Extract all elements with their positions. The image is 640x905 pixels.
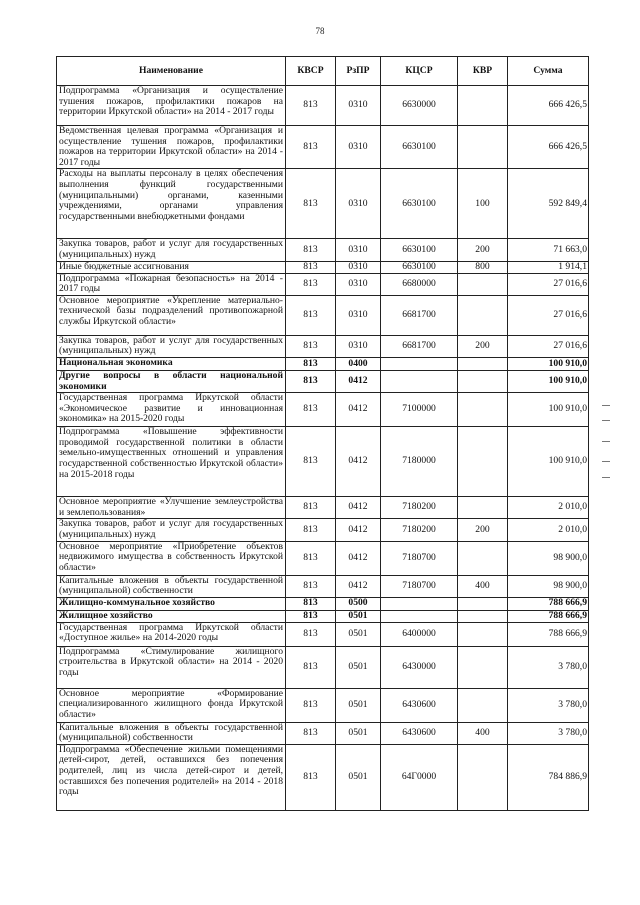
row-rzpr: 0310 xyxy=(336,239,381,261)
row-kcsr: 6630100 xyxy=(381,239,458,261)
row-sum: 3 780,0 xyxy=(508,646,589,688)
row-kvsr: 813 xyxy=(286,622,336,646)
row-kvsr: 813 xyxy=(286,722,336,744)
row-kvsr: 813 xyxy=(286,357,336,370)
row-rzpr: 0501 xyxy=(336,722,381,744)
table-header-row xyxy=(57,57,589,86)
row-kcsr xyxy=(381,370,458,392)
header-kvr: КВР xyxy=(458,57,508,86)
row-rzpr: 0412 xyxy=(336,519,381,541)
table-row xyxy=(57,357,589,370)
margin-mark xyxy=(602,477,610,479)
row-kvsr: 813 xyxy=(286,497,336,519)
header-name: Наименование xyxy=(57,57,286,86)
table-body xyxy=(57,86,589,811)
row-kcsr: 7180200 xyxy=(381,519,458,541)
row-sum: 27 016,6 xyxy=(508,295,589,335)
row-name: Ведомственная целевая программа «Организация и осуществление тушения пожаров, профилактики пожаров на территории Иркутской области» на 2014 - 2017 годы xyxy=(57,126,286,169)
header-sum: Сумма xyxy=(508,57,589,86)
row-rzpr: 0501 xyxy=(336,688,381,722)
row-kvr xyxy=(458,744,508,810)
row-name: Подпрограмма «Обеспечение жильми помещениями детей-сирот, детей, оставшихся без попечения родителей, лиц из числа детей-сирот и детей, оставшихся без попечения родителей» на 2014 - 2018 годы xyxy=(57,744,286,810)
table-row xyxy=(57,427,589,497)
row-kcsr: 7100000 xyxy=(381,393,458,427)
row-rzpr: 0501 xyxy=(336,646,381,688)
row-sum: 27 016,6 xyxy=(508,335,589,357)
row-name: Государственная программа Иркутской области «Экономическое развитие и инновационная экономика» на 2015-2020 годы xyxy=(57,393,286,427)
row-kvsr: 813 xyxy=(286,86,336,126)
row-kcsr: 6430600 xyxy=(381,688,458,722)
row-kcsr xyxy=(381,610,458,622)
row-kvsr: 813 xyxy=(286,519,336,541)
table-row xyxy=(57,622,589,646)
table-row xyxy=(57,597,589,610)
margin-mark xyxy=(602,420,610,422)
budget-table xyxy=(56,56,589,811)
row-sum: 788 666,9 xyxy=(508,610,589,622)
table-row xyxy=(57,541,589,575)
row-rzpr: 0310 xyxy=(336,295,381,335)
row-kvsr: 813 xyxy=(286,744,336,810)
row-name: Основное мероприятие «Формирование специализированного жилищного фонда Иркутской области» xyxy=(57,688,286,722)
row-name: Основное мероприятие «Улучшение землеустройства и землепользования» xyxy=(57,497,286,519)
row-kcsr: 7180700 xyxy=(381,575,458,597)
row-rzpr: 0310 xyxy=(336,335,381,357)
row-kcsr xyxy=(381,357,458,370)
row-kvsr: 813 xyxy=(286,646,336,688)
row-sum: 2 010,0 xyxy=(508,497,589,519)
row-sum: 27 016,6 xyxy=(508,273,589,295)
row-kvsr: 813 xyxy=(286,273,336,295)
row-rzpr: 0310 xyxy=(336,86,381,126)
row-sum: 100 910,0 xyxy=(508,370,589,392)
row-sum: 788 666,9 xyxy=(508,597,589,610)
row-kvr: 400 xyxy=(458,575,508,597)
table-row xyxy=(57,169,589,239)
row-kcsr: 6681700 xyxy=(381,295,458,335)
row-kvr xyxy=(458,610,508,622)
row-sum: 1 914,1 xyxy=(508,261,589,273)
row-kvr xyxy=(458,688,508,722)
row-kvr: 400 xyxy=(458,722,508,744)
row-name: Расходы на выплаты персоналу в целях обеспечения выполнения функций государственными (муниципальными) органами, казенными учреждениями, органами управления государственными внебюджетными фондами xyxy=(57,169,286,239)
row-kvsr: 813 xyxy=(286,427,336,497)
row-kvr: 200 xyxy=(458,519,508,541)
row-sum: 71 663,0 xyxy=(508,239,589,261)
table-row xyxy=(57,86,589,126)
row-kvsr: 813 xyxy=(286,261,336,273)
row-name: Закупка товаров, работ и услуг для государственных (муниципальных) нужд xyxy=(57,239,286,261)
header-kcsr: КЦСР xyxy=(381,57,458,86)
row-rzpr: 0310 xyxy=(336,126,381,169)
header-kvsr: КВСР xyxy=(286,57,336,86)
row-kvr xyxy=(458,86,508,126)
row-rzpr: 0412 xyxy=(336,393,381,427)
row-name: Другие вопросы в области национальной экономики xyxy=(57,370,286,392)
table-row xyxy=(57,370,589,392)
table-row xyxy=(57,744,589,810)
row-name: Государственная программа Иркутской области «Доступное жилье» на 2014-2020 годы xyxy=(57,622,286,646)
row-kvsr: 813 xyxy=(286,541,336,575)
row-rzpr: 0310 xyxy=(336,261,381,273)
row-name: Подпрограмма «Пожарная безопасность» на 2014 - 2017 годы xyxy=(57,273,286,295)
row-rzpr: 0310 xyxy=(336,169,381,239)
row-sum: 666 426,5 xyxy=(508,86,589,126)
table-row xyxy=(57,497,589,519)
row-rzpr: 0412 xyxy=(336,427,381,497)
row-name: Основное мероприятие «Укрепление материально-технической базы подразделений противопожарной службы Иркутской области» xyxy=(57,295,286,335)
table-row xyxy=(57,646,589,688)
row-name: Жилищное хозяйство xyxy=(57,610,286,622)
row-kvsr: 813 xyxy=(286,610,336,622)
row-name: Капитальные вложения в объекты государственной (муниципальной) собственности xyxy=(57,575,286,597)
row-kvsr: 813 xyxy=(286,393,336,427)
row-kvsr: 813 xyxy=(286,688,336,722)
row-name: Капитальные вложения в объекты государственной (муниципальной) собственности xyxy=(57,722,286,744)
row-rzpr: 0412 xyxy=(336,575,381,597)
row-sum: 3 780,0 xyxy=(508,688,589,722)
row-kvsr: 813 xyxy=(286,126,336,169)
row-name: Жилищно-коммунальное хозяйство xyxy=(57,597,286,610)
row-sum: 592 849,4 xyxy=(508,169,589,239)
header-rzpr: РзПР xyxy=(336,57,381,86)
row-kcsr: 7180000 xyxy=(381,427,458,497)
row-kcsr xyxy=(381,597,458,610)
row-name: Основное мероприятие «Приобретение объектов недвижимого имущества в собственность Иркутской области» xyxy=(57,541,286,575)
row-kcsr: 6680000 xyxy=(381,273,458,295)
row-kvr xyxy=(458,126,508,169)
row-rzpr: 0500 xyxy=(336,597,381,610)
row-kvsr: 813 xyxy=(286,575,336,597)
row-rzpr: 0412 xyxy=(336,370,381,392)
row-kcsr: 7180700 xyxy=(381,541,458,575)
margin-mark xyxy=(602,461,610,463)
row-sum: 3 780,0 xyxy=(508,722,589,744)
row-kvr xyxy=(458,357,508,370)
row-sum: 100 910,0 xyxy=(508,357,589,370)
row-kvr xyxy=(458,295,508,335)
row-name: Подпрограмма «Повышение эффективности проводимой государственной политики в области земельно-имущественных отношений и управления государственной собственностью Иркутской области» на 2015-2018 годы xyxy=(57,427,286,497)
row-kcsr: 6630100 xyxy=(381,261,458,273)
row-kcsr: 7180200 xyxy=(381,497,458,519)
row-rzpr: 0412 xyxy=(336,497,381,519)
row-sum: 2 010,0 xyxy=(508,519,589,541)
row-kvsr: 813 xyxy=(286,335,336,357)
row-kvr: 200 xyxy=(458,239,508,261)
row-kvr xyxy=(458,622,508,646)
row-kvr: 800 xyxy=(458,261,508,273)
row-sum: 98 900,0 xyxy=(508,541,589,575)
row-kcsr: 64Г0000 xyxy=(381,744,458,810)
row-kvr xyxy=(458,427,508,497)
table-row xyxy=(57,335,589,357)
row-sum: 788 666,9 xyxy=(508,622,589,646)
row-name: Подпрограмма «Стимулирование жилищного строительства в Иркутской области» на 2014 - 2020 годы xyxy=(57,646,286,688)
margin-mark xyxy=(602,441,610,443)
row-name: Закупка товаров, работ и услуг для государственных (муниципальных) нужд xyxy=(57,335,286,357)
row-kcsr: 6630100 xyxy=(381,169,458,239)
row-sum: 100 910,0 xyxy=(508,393,589,427)
table-row xyxy=(57,610,589,622)
row-kcsr: 6630000 xyxy=(381,86,458,126)
row-sum: 784 886,9 xyxy=(508,744,589,810)
row-kcsr: 6400000 xyxy=(381,622,458,646)
table-row xyxy=(57,722,589,744)
row-rzpr: 0501 xyxy=(336,744,381,810)
row-kvsr: 813 xyxy=(286,239,336,261)
row-rzpr: 0501 xyxy=(336,622,381,646)
row-kvsr: 813 xyxy=(286,295,336,335)
row-kcsr: 6430000 xyxy=(381,646,458,688)
row-rzpr: 0310 xyxy=(336,273,381,295)
row-kvr xyxy=(458,597,508,610)
table-row xyxy=(57,688,589,722)
row-kvr xyxy=(458,273,508,295)
row-kvr: 200 xyxy=(458,335,508,357)
table-row xyxy=(57,273,589,295)
table-row xyxy=(57,575,589,597)
row-name: Национальная экономика xyxy=(57,357,286,370)
table-row xyxy=(57,393,589,427)
row-sum: 98 900,0 xyxy=(508,575,589,597)
table-row xyxy=(57,519,589,541)
row-kvr xyxy=(458,370,508,392)
row-kvsr: 813 xyxy=(286,169,336,239)
row-kvr xyxy=(458,497,508,519)
row-kcsr: 6681700 xyxy=(381,335,458,357)
row-kvr: 100 xyxy=(458,169,508,239)
row-kvsr: 813 xyxy=(286,597,336,610)
row-name: Иные бюджетные ассигнования xyxy=(57,261,286,273)
table-row xyxy=(57,126,589,169)
row-sum: 100 910,0 xyxy=(508,427,589,497)
row-kvr xyxy=(458,646,508,688)
table-row xyxy=(57,261,589,273)
row-name: Закупка товаров, работ и услуг для государственных (муниципальных) нужд xyxy=(57,519,286,541)
row-rzpr: 0412 xyxy=(336,541,381,575)
row-name: Подпрограмма «Организация и осуществление тушения пожаров, профилактики пожаров на территории Иркутской области» на 2014 - 2017 годы xyxy=(57,86,286,126)
table-row xyxy=(57,295,589,335)
table-row xyxy=(57,239,589,261)
row-rzpr: 0400 xyxy=(336,357,381,370)
row-rzpr: 0501 xyxy=(336,610,381,622)
row-kcsr: 6430600 xyxy=(381,722,458,744)
row-kvsr: 813 xyxy=(286,370,336,392)
page-number: 78 xyxy=(315,26,325,36)
row-kvr xyxy=(458,393,508,427)
margin-mark xyxy=(602,405,610,407)
row-kvr xyxy=(458,541,508,575)
row-kcsr: 6630100 xyxy=(381,126,458,169)
row-sum: 666 426,5 xyxy=(508,126,589,169)
